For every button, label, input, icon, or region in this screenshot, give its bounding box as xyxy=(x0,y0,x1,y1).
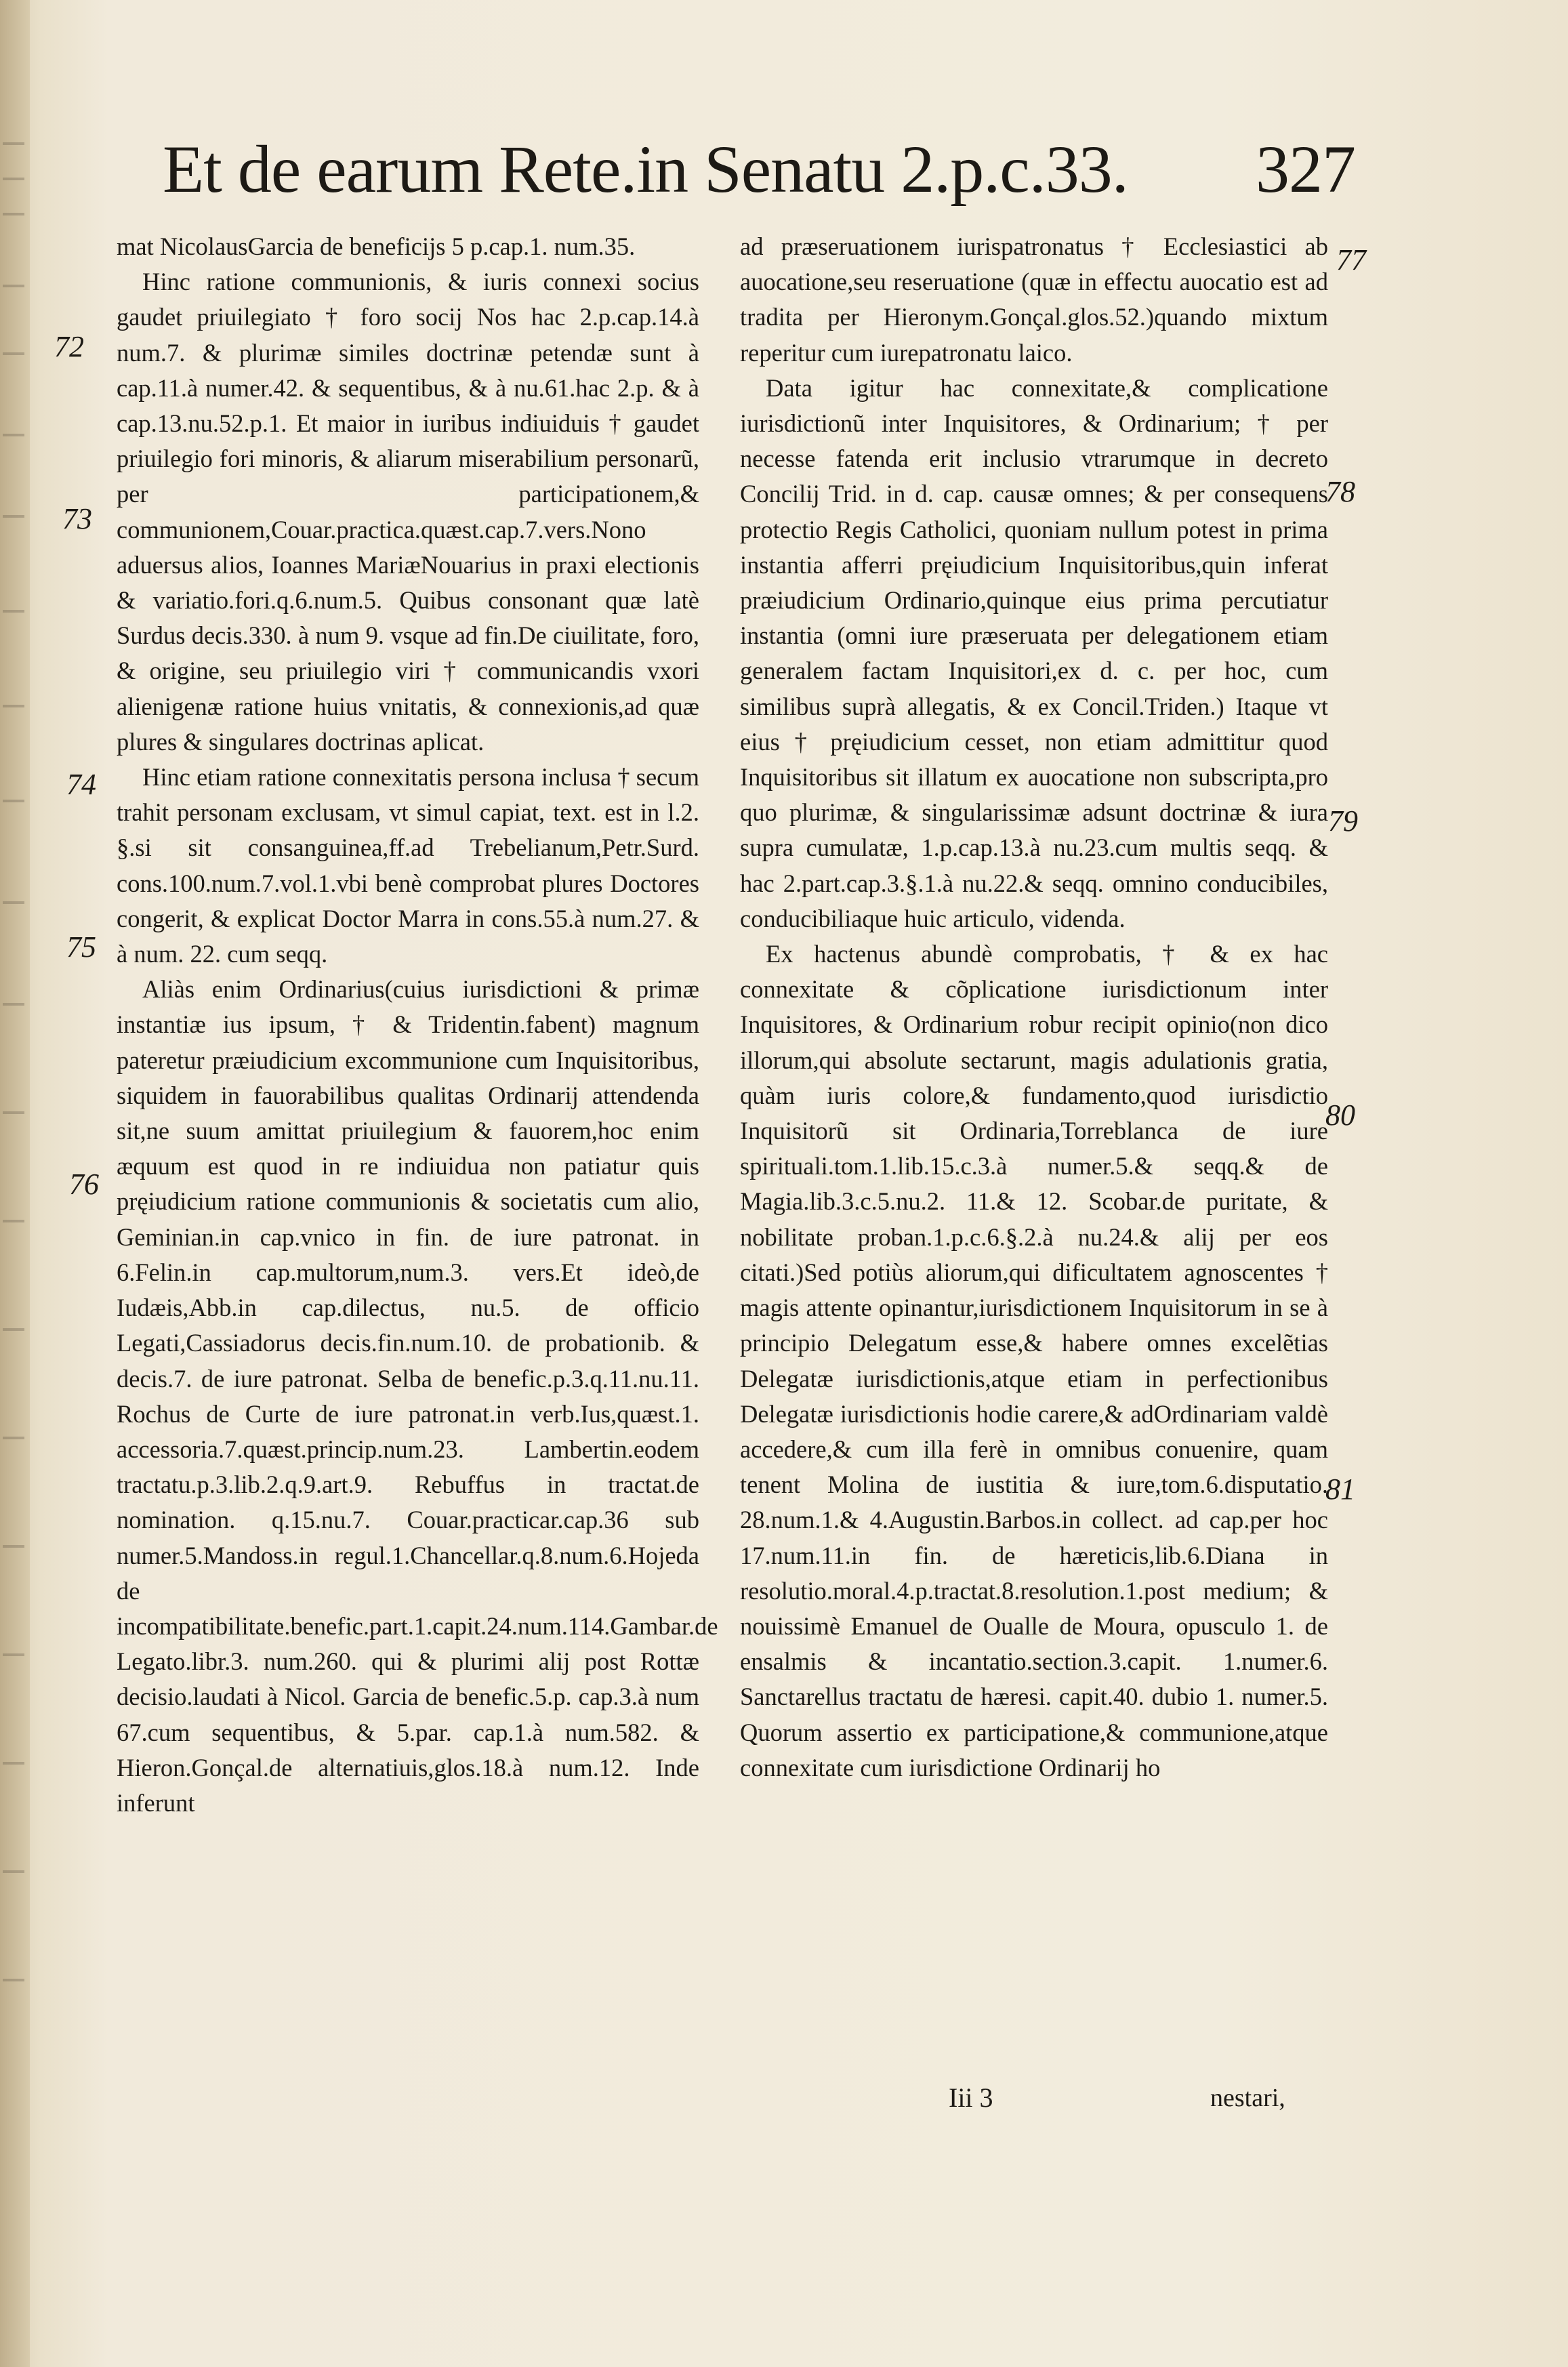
catchword: nestari, xyxy=(1210,2084,1285,2112)
paragraph: Hinc ratione communionis, & iuris connexi socius gaudet priuilegiato † foro socij Nos hac 2.p.cap.14.à num.7. & plurimæ similes doctrinæ petendæ sunt à cap.11.à numer.42. & sequentibus, & à nu.61.hac 2.p. & à cap.13.nu.52.p.1. Et maior in iuribus indiuiduis † gaudet priuilegio fori minoris, & aliarum miserabilium personarũ, per participationem,& communionem,Couar.practica.quæst.cap.7.vers.Nono aduersus alios, Ioannes MariæNouarius in praxi electionis & variatio.fori.q.6.num.5. Quibus consonant quæ latè Surdus decis.330. à num 9. vsque ad fin.De ciuilitate, foro, & origine, seu priuilegio viri † communicandis vxori alienigenæ ratione huius vnitatis, & connexionis,ad quæ plures & singulares doctrinas aplicat. xyxy=(117,268,699,756)
margin-number: 76 xyxy=(69,1168,99,1201)
right-column xyxy=(740,229,1328,1786)
margin-number: 73 xyxy=(62,502,92,535)
running-title: Et de earum Rete.in Senatu 2.p.c.33. xyxy=(163,131,1128,207)
paragraph: Hinc etiam ratione connexitatis persona inclusa † secum trahit personam exclusam, vt simul capiat, text. est in l.2. §.si sit consanguinea,ff.ad Trebelianum,Petr.Surd. cons.100.num.7.vol.1.vbi benè comprobat plures Doctores congerit, & explicat Doctor Marra in cons.55.à num.27. & à num. 22. cum seqq. xyxy=(117,763,699,968)
paragraph: ad præseruationem iurispatronatus † Ecclesiastici ab auocatione,seu reseruatione (quæ in effectu auocatio est ad tradita per Hieronym.Gonçal.glos.52.)quando mixtum reperitur cum iurepatronatu laico. xyxy=(740,232,1328,367)
signature-mark: Iii 3 xyxy=(949,2082,993,2113)
left-column xyxy=(117,229,718,1821)
binding-gutter xyxy=(0,0,30,2367)
margin-number: 74 xyxy=(66,768,96,801)
margin-number: 81 xyxy=(1325,1473,1355,1506)
paragraph: Ex hactenus abundè comprobatis, † & ex hac connexitate & cõplicatione iurisdictionum inter Inquisitores, & Ordinarium robur recipit opinio(non dico illorum,qui absolute sectarunt, magis adulationis gratia, quàm iuris colore,& fundamento,quod iurisdictio Inquisitorũ sit Ordinaria,Torreblanca de iure spirituali.tom.1.lib.15.c.3.à numer.5.& seqq.& de Magia.lib.3.c.5.nu.2. 11.& 12. Scobar.de puritate, & nobilitate proban.1.p.c.6.§.2.à nu.24.& alij per eos citati.)Sed potiùs aliorum,qui dificultatem agnoscentes † magis attente opinantur,iurisdictionem Inquisitorum in se à principio Delegatum esse,& habere omnes excelẽtias Delegatæ iurisdictionis,atque etiam in perfectionibus Delegatæ iurisdictionis hodie carere,& adOrdinariam valdè accedere,& cum illa ferè in omnibus conuenire, quam tenent Molina de iustitia & iure,tom.6.disputatio. 28.num.1.& 4.Augustin.Barbos.in collect. ad cap.per hoc 17.num.11.in fin. de hæreticis,lib.6.Diana in resolutio.moral.4.p.tractat.8.resolution.1.post medium; & nouissimè Emanuel de Oualle de Moura, opusculo 1. de ensalmis & incantatio.section.3.capit. 1.numer.6. Sanctarellus tractatu de hæresi. capit.40. dubio 1. numer.5. Quorum assertio ex participatione,& communione,atque connexitate cum iurisdictione Ordinarij ho xyxy=(740,940,1328,1782)
paragraph: Aliàs enim Ordinarius(cuius iurisdictioni & primæ instantiæ ius ipsum, † & Tridentin.fabent) magnum pateretur præiudicium excommunione cum Inquisitoribus, siquidem in fauorabilibus qualitas Ordinarij attendenda sit,ne suum amittat priuilegium & fauorem,hoc enim æquum est quod in re indiuidua non patiatur quis pręiudicium ratione communionis & societatis cum alio, Geminian.in cap.vnico in fin. de iure patronat. in 6.Felin.in cap.multorum,num.3. vers.Et ideò,de Iudæis,Abb.in cap.dilectus, nu.5. de officio Legati,Cassiadorus decis.fin.num.10. de probationib. & decis.7. de iure patronat. Selba de benefic.p.3.q.11.nu.11. Rochus de Curte de iure patronat.in verb.Ius,quæst.1. accessoria.7.quæst.princip.num.23. Lambertin.eodem tractatu.p.3.lib.2.q.9.art.9. Rebuffus in tractat.de nomination. q.15.nu.7. Couar.practicar.cap.36 sub numer.5.Mandoss.in regul.1.Chancellar.q.8.num.6.Hojeda de incompatibilitate.benefic.part.1.capit.24.num.114.Gambar.de Legato.libr.3. num.260. qui & plurimi alij post Rottæ decisio.laudati à Nicol. Garcia de benefic.5.p. cap.3.à num 67.cum sequentibus, & 5.par. cap.1.à num.582. & Hieron.Gonçal.de alternatiuis,glos.18.à num.12. Inde inferunt xyxy=(117,975,718,1817)
margin-number: 80 xyxy=(1325,1098,1355,1132)
margin-number: 78 xyxy=(1325,475,1355,508)
page-number: 327 xyxy=(1256,131,1355,207)
margin-number: 72 xyxy=(54,330,84,363)
margin-number: 79 xyxy=(1328,804,1358,838)
margin-number: 75 xyxy=(66,930,96,964)
running-header xyxy=(163,122,1355,217)
margin-number: 77 xyxy=(1336,243,1366,276)
paragraph: mat NicolausGarcia de beneficijs 5 p.cap.1. num.35. xyxy=(117,232,636,260)
paragraph: Data igitur hac connexitate,& complicatione iurisdictionũ inter Inquisitores, & Ordinarium; † per necesse fatenda erit inclusio vtrarumque in decreto Concilij Trid. in d. cap. causæ omnes; & per consequens protectio Regis Catholici, quoniam nullum potest in prima instantia afferri pręiudicium Inquisitoribus,quin inferat præiudicium Ordinario,quinque eius prima percutiatur instantia (omni iure præseruata per delegationem etiam generalem factam Inquisitori,ex d. c. per hoc, cum similibus suprà allegatis, & ex Concil.Triden.) Itaque vt eius † pręiudicium cesset, non etiam admittitur quod Inquisitoribus sit illatum ex auocatione non subscripta,pro quo plurimæ, & singularissimæ adsunt doctrinæ & iura supra cumulatæ, 1.p.cap.13.à nu.23.cum multis seqq. & hac 2.part.cap.3.§.1.à nu.22.& seqq. omnino conducibiles, conducibiliaque huic articulo, videnda. xyxy=(740,373,1328,932)
